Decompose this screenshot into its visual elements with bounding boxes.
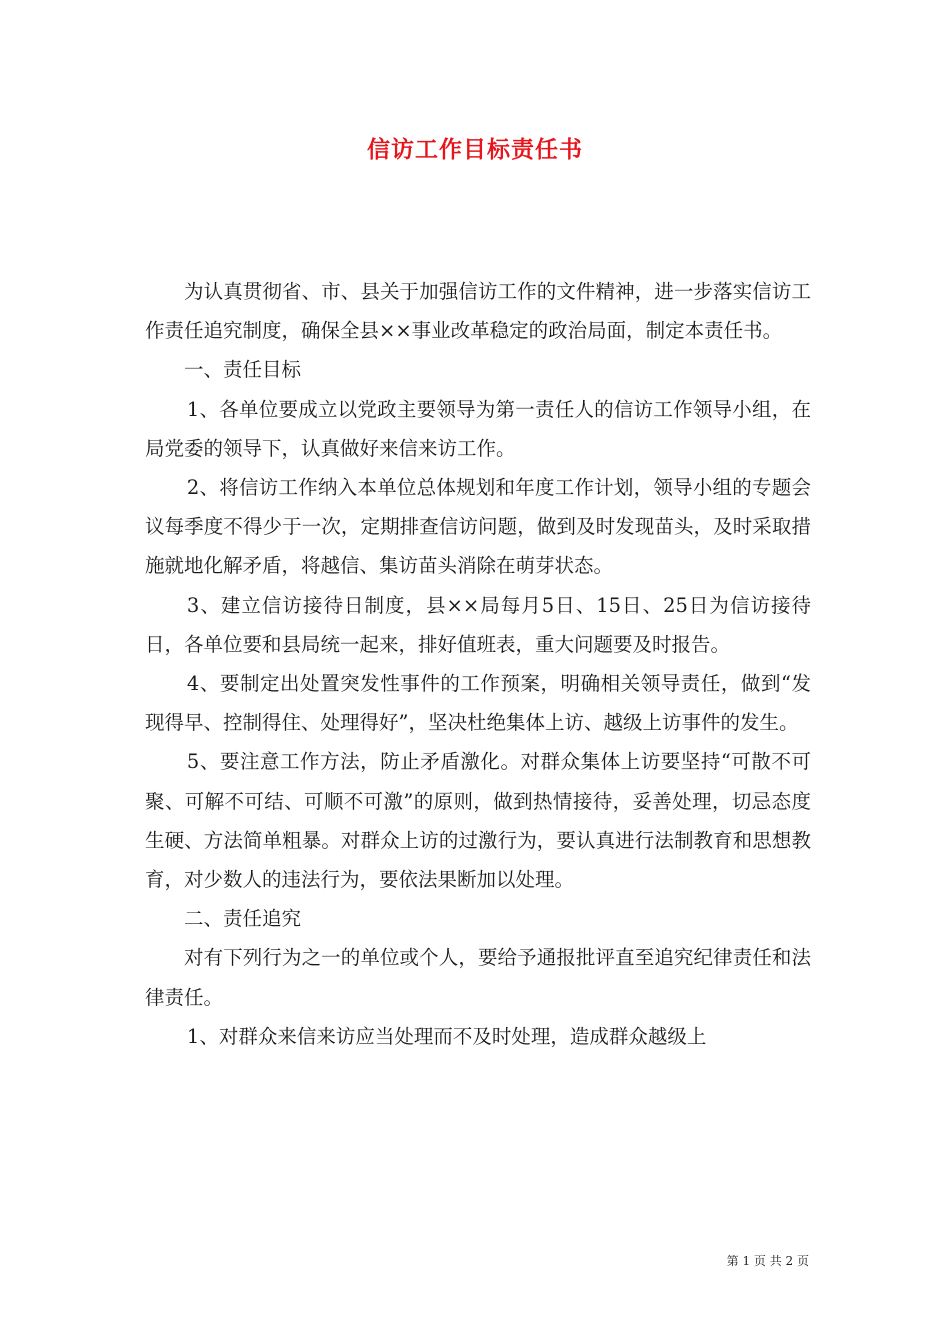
document-title: 信访工作目标责任书: [367, 136, 583, 163]
document-body: [145, 272, 811, 1056]
accountability-intro: 对有下列行为之一的单位或个人，要给予通报批评直至追究纪律责任和法律责任。: [145, 946, 811, 1009]
accountability-item-1: 1、对群众来信来访应当处理而不及时处理，造成群众越级上: [186, 1024, 707, 1048]
goal-item-3: 3、建立信访接待日制度，县××局每月5日、15日、25日为信访接待日，各单位要和县局统一起来，排好值班表，重大问题要及时报告。: [145, 593, 811, 656]
section-heading-goals: 一、责任目标: [184, 358, 302, 382]
section-heading-accountability: 二、责任追究: [184, 907, 302, 931]
goal-item-5: 5、要注意工作方法，防止矛盾激化。对群众集体上访要坚持“可散不可聚、可解不可结、可顺不可激”的原则，做到热情接待，妥善处理，切忌态度生硬、方法简单粗暴。对群众上访的过激行为，要认真进行法制教育和思想教育，对少数人的违法行为，要依法果断加以处理。: [145, 750, 811, 892]
goal-item-1: 1、各单位要成立以党政主要领导为第一责任人的信访工作领导小组，在局党委的领导下，认真做好来信来访工作。: [145, 397, 811, 460]
goal-item-4: 4、要制定出处置突发性事件的工作预案，明确相关领导责任，做到“发现得早、控制得住、处理得好”，坚决杜绝集体上访、越级上访事件的发生。: [145, 672, 811, 735]
goal-item-2: 2、将信访工作纳入本单位总体规划和年度工作计划，领导小组的专题会议每季度不得少于一次，定期排查信访问题，做到及时发现苗头，及时采取措施就地化解矛盾，将越信、集访苗头消除在萌芽状态。: [145, 476, 811, 578]
intro-paragraph: 为认真贯彻省、市、县关于加强信访工作的文件精神，进一步落实信访工作责任追究制度，确保全县××事业改革稳定的政治局面，制定本责任书。: [145, 280, 811, 343]
page-number: 第 1 页 共 2 页: [726, 1254, 809, 1268]
